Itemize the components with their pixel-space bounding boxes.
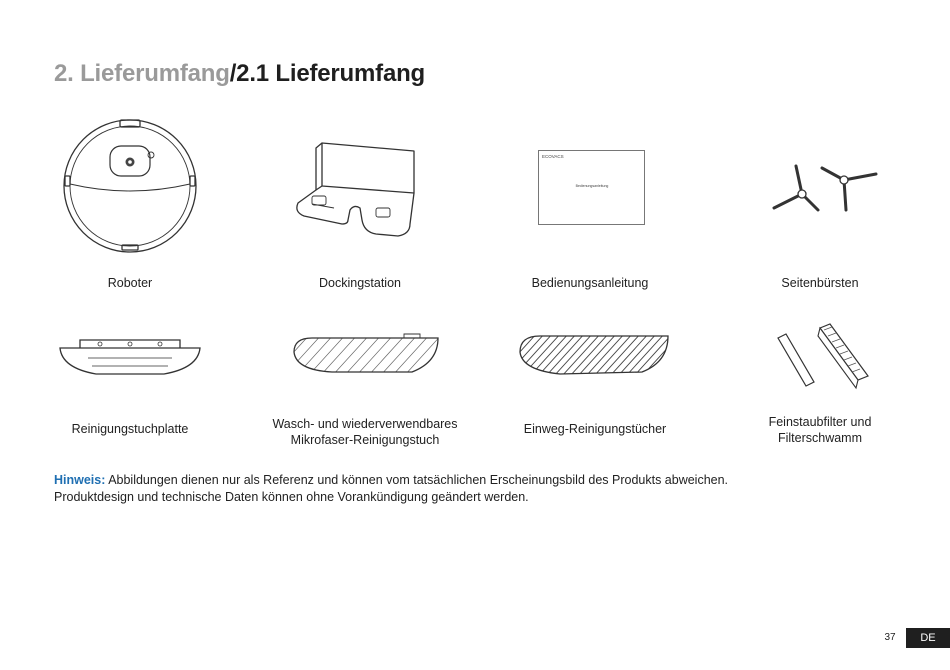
item-label-filter-and-sponge: Feinstaubfilter und Filterschwamm [768, 415, 872, 445]
item-label-manual: Bedienungsanleitung [531, 276, 649, 290]
language-tab: DE [906, 628, 950, 648]
note-line-1: Hinweis: Abbildungen dienen nur als Referenz und können vom tatsächlichen Erscheinungsbild des Produkts abweichen. [54, 473, 729, 487]
page-number: 37 [884, 632, 896, 643]
item-label-mop-plate: Reinigungstuchplatte [71, 422, 189, 436]
item-label-robot: Roboter [107, 276, 153, 290]
item-label-docking-station: Dockingstation [319, 276, 401, 290]
filter-and-sponge-illustration [774, 322, 872, 396]
section-title: 2. Lieferumfang [54, 60, 230, 87]
docking-station-illustration [290, 138, 422, 240]
mop-plate-illustration [58, 332, 202, 378]
item-label-reusable-mop-cloth: Wasch- und wiederverwendbares Mikrofaser-Reinigungstuch [272, 417, 458, 447]
manual-brand: ECOVACS [542, 154, 564, 159]
item-label-side-brushes: Seitenbürsten [781, 276, 859, 290]
subsection-title: /2.1 Lieferumfang [229, 60, 426, 87]
item-label-disposable-mop-cloths: Einweg-Reinigungstücher [523, 422, 667, 436]
note-hint-label: Hinweis: [54, 473, 106, 487]
page-title [54, 60, 425, 88]
reusable-mop-cloth-illustration [292, 332, 444, 380]
note-text [54, 472, 874, 506]
side-brushes-illustration [766, 156, 880, 216]
manual-illustration [538, 150, 646, 226]
note-line-2: Produktdesign und technische Daten können ohne Vorankündigung geändert werden. [54, 490, 529, 504]
disposable-mop-cloths-illustration [518, 332, 672, 380]
robot-illustration [58, 118, 202, 254]
manual-cover-text: Bedienungsanleitung [575, 184, 609, 188]
